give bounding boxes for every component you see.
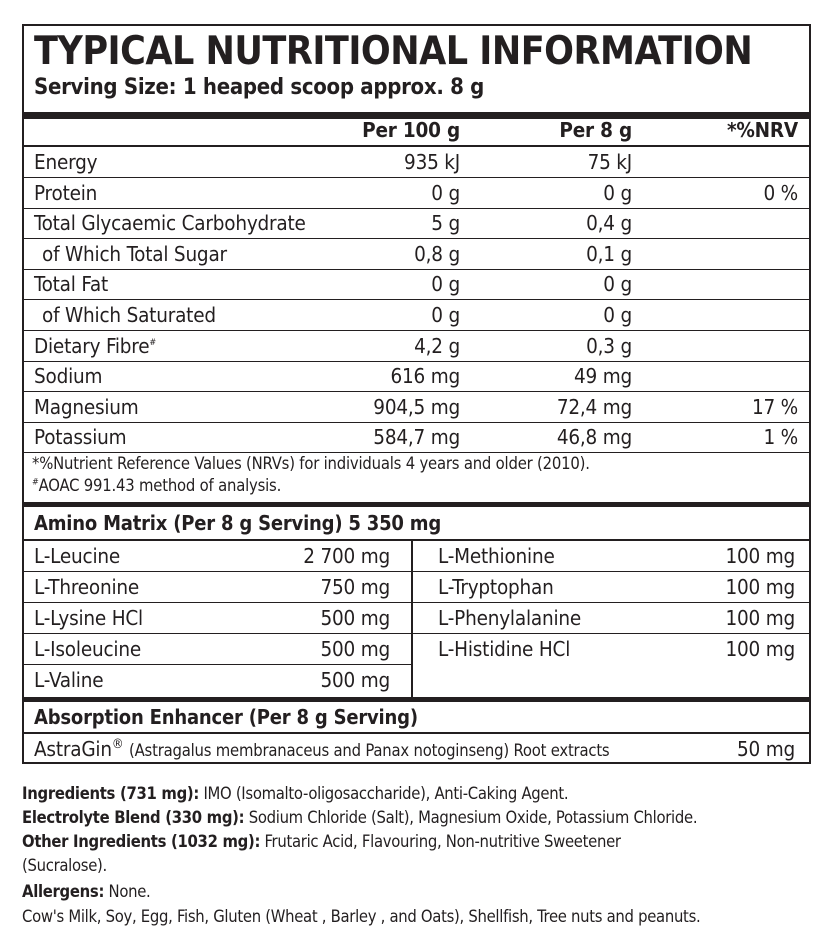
amino-right-amount: 100 mg [725,575,795,599]
nutrient-row [24,147,809,177]
per-100g-value: 904,5 mg [373,394,460,419]
amino-right-amount: 100 mg [725,637,795,661]
serving-size: Serving Size: 1 heaped scoop approx. 8 g [34,75,485,100]
nutrient-name: of Which Total Sugar [42,241,227,266]
per-100g-value: 616 mg [390,364,460,389]
amino-right-name: L-Methionine [438,544,555,568]
nutrition-header-row [24,115,809,145]
nutrient-name: Total Fat [34,272,109,297]
amino-right-amount: 100 mg [725,544,795,568]
per-100g-value: 0 g [431,272,460,297]
absorption-row [24,734,809,764]
nutrient-row [24,422,809,452]
nrv-value [644,208,798,238]
nrv-value [644,239,798,269]
amino-right-amount: 100 mg [725,606,795,630]
per-100g-value: 584,7 mg [373,425,460,450]
per-100g-value: 0,8 g [414,241,460,266]
per-100g-value: 0 g [431,180,460,205]
nrv-value: 0 % [763,180,798,205]
nrv-value [644,331,798,361]
per-100g-value: 935 kJ [404,150,460,174]
per-8g-value: 0,3 g [586,333,632,358]
amino-row [24,603,809,633]
nrv-value [644,147,798,177]
col-nrv: *%NRV [726,118,798,142]
astragin-name: AstraGin® (Astragalus membranaceus and Panax notoginseng) Root extracts [34,737,610,761]
amino-heading: Amino Matrix (Per 8 g Serving) 5 350 mg [34,511,442,535]
amino-left-amount: 500 mg [320,668,390,692]
amino-right-name: L-Phenylalanine [438,606,582,630]
astragin-amount: 50 mg [737,737,795,761]
amino-left-name: L-Isoleucine [34,637,141,661]
nutrient-row [24,361,809,391]
nutrient-name: Potassium [34,425,127,450]
allergen-facility-line: Cow's Milk, Soy, Egg, Fish, Gluten (Wheat , Barley , and Oats), Shellfish, Tree nuts and peanuts. [22,907,701,926]
per-100g-value: 4,2 g [414,333,460,358]
amino-right-name: L-Histidine HCl [438,637,571,661]
per-8g-value: 46,8 mg [556,425,632,450]
electrolyte-line: Electrolyte Blend (330 mg): Sodium Chloride (Salt), Magnesium Oxide, Potassium Chloride. [22,808,698,827]
per-8g-value: 0 g [603,180,632,205]
allergens-line: Allergens: None. [22,882,151,901]
nutrient-row [24,392,809,422]
nrv-value [644,300,798,330]
nrv-value [644,269,798,299]
registered-mark: ® [111,737,124,753]
amino-left-amount: 500 mg [320,606,390,630]
nutrient-row [24,331,809,361]
footnote-nrv: *%Nutrient Reference Values (NRVs) for individuals 4 years and older (2010). [32,454,590,473]
footnote-aoac: #AOAC 991.43 method of analysis. [32,476,282,495]
nutrient-name: Total Glycaemic Carbohydrate [34,211,306,236]
col-per8g: Per 8 g [559,118,632,142]
per-100g-value: 5 g [431,211,460,236]
nutrient-name: Protein [34,180,98,205]
amino-row [24,665,809,695]
nutrient-row [24,239,809,269]
nutrient-row [24,300,809,330]
nutrient-name: Dietary Fibre# [34,333,156,358]
per-8g-value: 75 kJ [587,150,632,174]
nutrient-row [24,178,809,208]
nutrient-name: Magnesium [34,394,139,419]
footnote-mark: # [32,477,39,488]
amino-row [24,572,809,602]
per-8g-value: 49 mg [574,364,632,389]
amino-left-name: L-Threonine [34,575,140,599]
amino-left-name: L-Leucine [34,544,121,568]
amino-left-name: L-Lysine HCl [34,606,143,630]
absorption-heading: Absorption Enhancer (Per 8 g Serving) [34,705,418,729]
other-ingredients-cont: (Sucralose). [22,856,107,875]
nutrient-row [24,269,809,299]
amino-left-amount: 500 mg [320,637,390,661]
amino-left-amount: 2 700 mg [303,544,390,568]
amino-left-name: L-Valine [34,668,104,692]
label-title: TYPICAL NUTRITIONAL INFORMATION [34,29,753,74]
nutrient-name: of Which Saturated [42,303,216,327]
thick-divider [24,502,809,507]
nutrient-name: Energy [34,150,98,174]
nutrition-label [22,24,811,764]
nrv-value [644,361,798,391]
per-8g-value: 0,1 g [586,241,632,266]
footnote-mark: # [149,337,156,348]
col-per100g: Per 100 g [362,118,460,142]
per-8g-value: 72,4 mg [556,394,632,419]
per-8g-value: 0 g [603,272,632,297]
amino-left-amount: 750 mg [320,575,390,599]
per-8g-value: 0,4 g [586,211,632,236]
amino-right-name: L-Tryptophan [438,575,554,599]
per-100g-value: 0 g [431,303,460,327]
astragin-detail: (Astragalus membranaceus and Panax notoginseng) Root extracts [129,741,610,760]
ingredients-line: Ingredients (731 mg): IMO (Isomalto-oligosaccharide), Anti-Caking Agent. [22,784,569,803]
nrv-value: 1 % [763,425,798,450]
amino-row [24,541,809,571]
other-ingredients-line: Other Ingredients (1032 mg): Frutaric Acid, Flavouring, Non-nutritive Sweetener [22,832,621,851]
nutrient-name: Sodium [34,364,103,389]
nrv-value: 17 % [751,394,798,419]
nutrient-row [24,208,809,238]
per-8g-value: 0 g [603,303,632,327]
amino-row [24,634,809,664]
column-divider [411,541,413,698]
